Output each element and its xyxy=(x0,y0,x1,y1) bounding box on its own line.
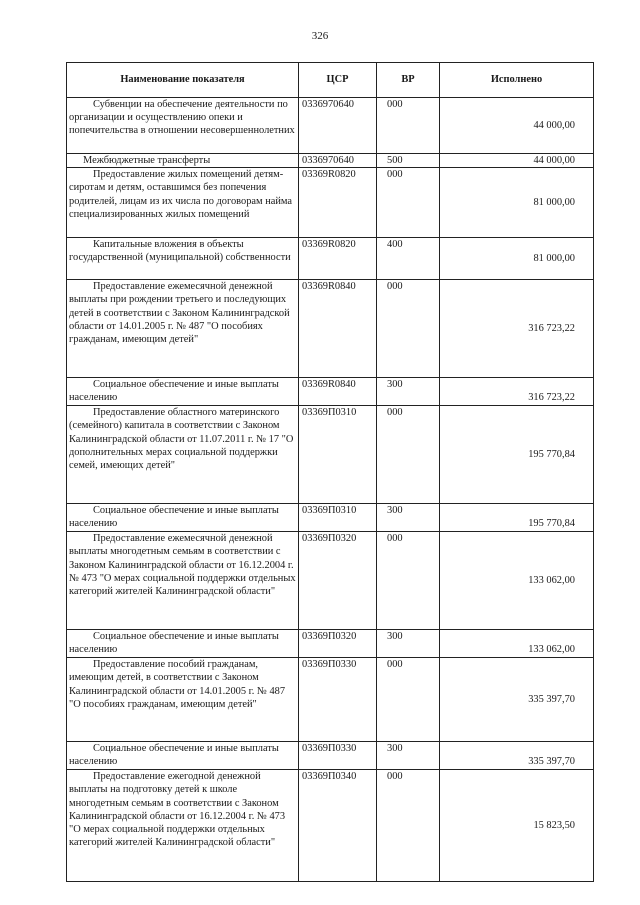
header-executed: Исполнено xyxy=(440,63,594,98)
header-csr: ЦСР xyxy=(299,63,377,98)
budget-execution-table xyxy=(66,62,594,882)
table-row xyxy=(67,154,594,168)
table-row xyxy=(67,280,594,378)
row-vr: 000 xyxy=(377,658,440,742)
row-executed: 195 770,84 xyxy=(440,504,594,532)
row-csr: 03369П0320 xyxy=(299,630,377,658)
row-csr: 03369R0820 xyxy=(299,238,377,280)
row-indicator-name: Социальное обеспечение и иные выплаты населению xyxy=(67,378,299,406)
row-vr: 000 xyxy=(377,532,440,630)
row-csr: 03369R0820 xyxy=(299,168,377,238)
table-row xyxy=(67,504,594,532)
table-row xyxy=(67,98,594,154)
row-vr: 000 xyxy=(377,98,440,154)
table-header-row xyxy=(67,63,594,98)
row-vr: 300 xyxy=(377,742,440,770)
row-executed: 44 000,00 xyxy=(440,154,594,168)
header-indicator-name: Наименование показателя xyxy=(67,63,299,98)
table-row xyxy=(67,658,594,742)
table-row xyxy=(67,168,594,238)
row-executed: 81 000,00 xyxy=(440,168,594,238)
row-executed: 133 062,00 xyxy=(440,532,594,630)
row-executed: 335 397,70 xyxy=(440,742,594,770)
row-indicator-name: Субвенции на обеспечение деятельности по организации и осуществлению опеки и попечительства в отношении несовершеннолетних xyxy=(67,98,299,154)
row-indicator-name: Межбюджетные трансферты xyxy=(67,154,299,168)
row-csr: 03369П0330 xyxy=(299,658,377,742)
page-number: 326 xyxy=(311,30,329,42)
row-vr: 000 xyxy=(377,770,440,882)
row-indicator-name: Социальное обеспечение и иные выплаты населению xyxy=(67,630,299,658)
row-csr: 03369R0840 xyxy=(299,378,377,406)
row-indicator-name: Предоставление областного материнского (семейного) капитала в соответствии с Законом Калининградской области от 11.07.2011 г. № 17 "О дополнительных мерах социальной поддержки семей, имеющих детей" xyxy=(67,406,299,504)
row-vr: 000 xyxy=(377,280,440,378)
row-csr: 03369R0840 xyxy=(299,280,377,378)
row-csr: 03369П0320 xyxy=(299,532,377,630)
row-vr: 000 xyxy=(377,406,440,504)
row-vr: 400 xyxy=(377,238,440,280)
row-executed: 44 000,00 xyxy=(440,98,594,154)
row-csr: 0336970640 xyxy=(299,154,377,168)
row-csr: 03369П0330 xyxy=(299,742,377,770)
table-row xyxy=(67,742,594,770)
row-csr: 03369П0310 xyxy=(299,504,377,532)
table-row xyxy=(67,770,594,882)
row-indicator-name: Социальное обеспечение и иные выплаты населению xyxy=(67,504,299,532)
row-vr: 300 xyxy=(377,630,440,658)
row-executed: 335 397,70 xyxy=(440,658,594,742)
row-indicator-name: Предоставление жилых помещений детям-сиротам и детям, оставшимся без попечения родителей, лицам из их числа по договорам найма специализированных жилых помещений xyxy=(67,168,299,238)
row-indicator-name: Капитальные вложения в объекты государственной (муниципальной) собственности xyxy=(67,238,299,280)
row-indicator-name: Предоставление ежемесячной денежной выплаты многодетным семьям в соответствии с Законом Калининградской области от 16.12.2004 г. № 473 "О мерах социальной поддержки отдельных категорий жителей Калининградской области" xyxy=(67,532,299,630)
row-vr: 500 xyxy=(377,154,440,168)
row-executed: 195 770,84 xyxy=(440,406,594,504)
row-indicator-name: Социальное обеспечение и иные выплаты населению xyxy=(67,742,299,770)
row-executed: 81 000,00 xyxy=(440,238,594,280)
row-csr: 03369П0340 xyxy=(299,770,377,882)
row-executed: 15 823,50 xyxy=(440,770,594,882)
table-row xyxy=(67,238,594,280)
table-row xyxy=(67,378,594,406)
row-executed: 133 062,00 xyxy=(440,630,594,658)
row-executed: 316 723,22 xyxy=(440,280,594,378)
table-row xyxy=(67,630,594,658)
row-vr: 300 xyxy=(377,504,440,532)
row-indicator-name: Предоставление пособий гражданам, имеющим детей, в соответствии с Законом Калининградской области от 14.01.2005 г. № 487 "О пособиях гражданам, имеющим детей" xyxy=(67,658,299,742)
row-executed: 316 723,22 xyxy=(440,378,594,406)
row-csr: 03369П0310 xyxy=(299,406,377,504)
table-row xyxy=(67,532,594,630)
row-indicator-name: Предоставление ежегодной денежной выплаты на подготовку детей к школе многодетным семьям в соответствии с Законом Калининградской области от 16.12.2004 г. № 473 "О мерах социальной поддержки отдельных категорий жителей Калининградской области" xyxy=(67,770,299,882)
row-indicator-name: Предоставление ежемесячной денежной выплаты при рождении третьего и последующих детей в соответствии с Законом Калининградской области от 14.01.2005 г. № 487 "О пособиях гражданам, имеющим детей" xyxy=(67,280,299,378)
row-vr: 300 xyxy=(377,378,440,406)
table-row xyxy=(67,406,594,504)
header-vr: ВР xyxy=(377,63,440,98)
row-csr: 0336970640 xyxy=(299,98,377,154)
row-vr: 000 xyxy=(377,168,440,238)
